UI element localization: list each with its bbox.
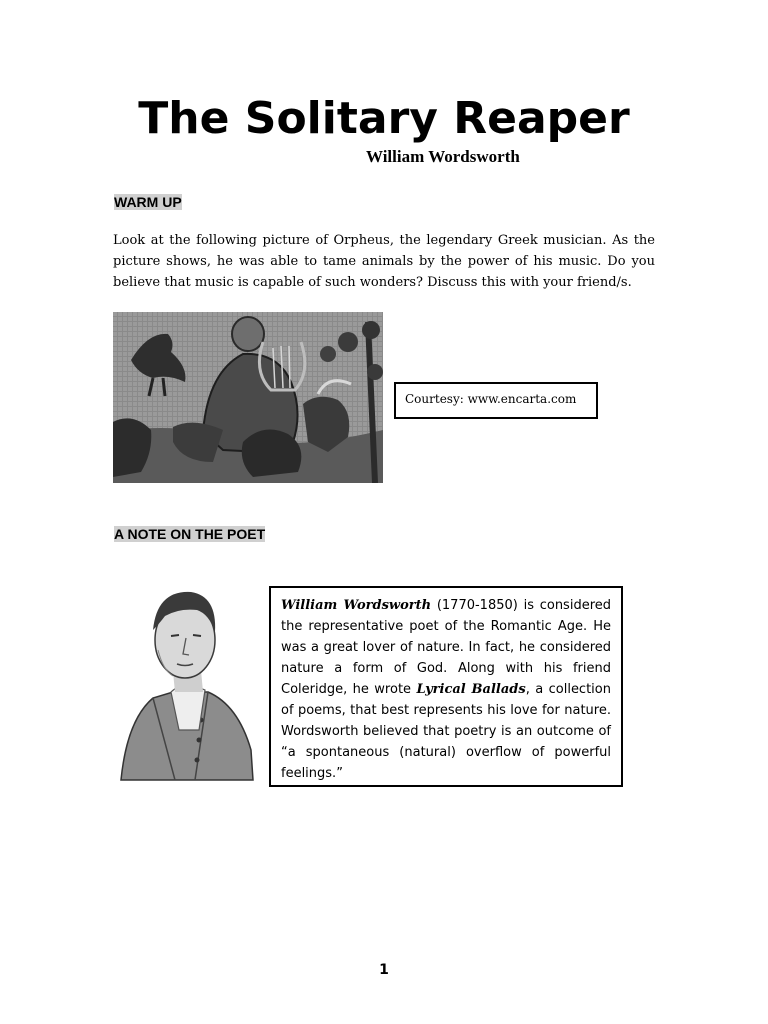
warm-up-text: Look at the following picture of Orpheus, the legendary Greek musician. As the picture shows, he was able to tame animals by the power of his music. Do you believe that music is capable of such wonders? Discuss this with your friend/s.: [113, 233, 655, 290]
poet-bio-text: [281, 595, 611, 784]
poet-note-heading: [113, 526, 266, 543]
warm-up-heading-text: WARM UP: [114, 194, 182, 210]
poet-bio-part1: (1770-1850) is considered the representative poet of the Romantic Age. He was a great lover of nature. In fact, he considered nature a form of God. Along with his friend Coleridge, he wrote: [281, 598, 612, 697]
poet-name-emphasis: William Wordsworth: [281, 598, 432, 613]
poet-bio-part2: , a collection of poems, that best represents his love for nature. Wordsworth believed that poetry is an outcome of “a spontaneous (natural) overflow of powerful feelings.”: [281, 682, 611, 781]
page-title: The Solitary Reaper: [138, 93, 630, 144]
book-title-emphasis: Lyrical Ballads: [416, 682, 526, 697]
poet-bio-box: [269, 586, 623, 787]
orpheus-mosaic-illustration: [113, 312, 383, 483]
warm-up-heading: [113, 194, 183, 211]
wordsworth-portrait-illustration: [113, 580, 257, 786]
image-courtesy-box: Courtesy: www.encarta.com: [394, 382, 598, 419]
page-number: 1: [379, 962, 389, 978]
poet-note-heading-text: A NOTE ON THE POET: [114, 526, 266, 542]
wordsworth-portrait-image: [113, 580, 257, 786]
author-name: William Wordsworth: [366, 147, 520, 166]
orpheus-mosaic-image: [113, 312, 383, 483]
